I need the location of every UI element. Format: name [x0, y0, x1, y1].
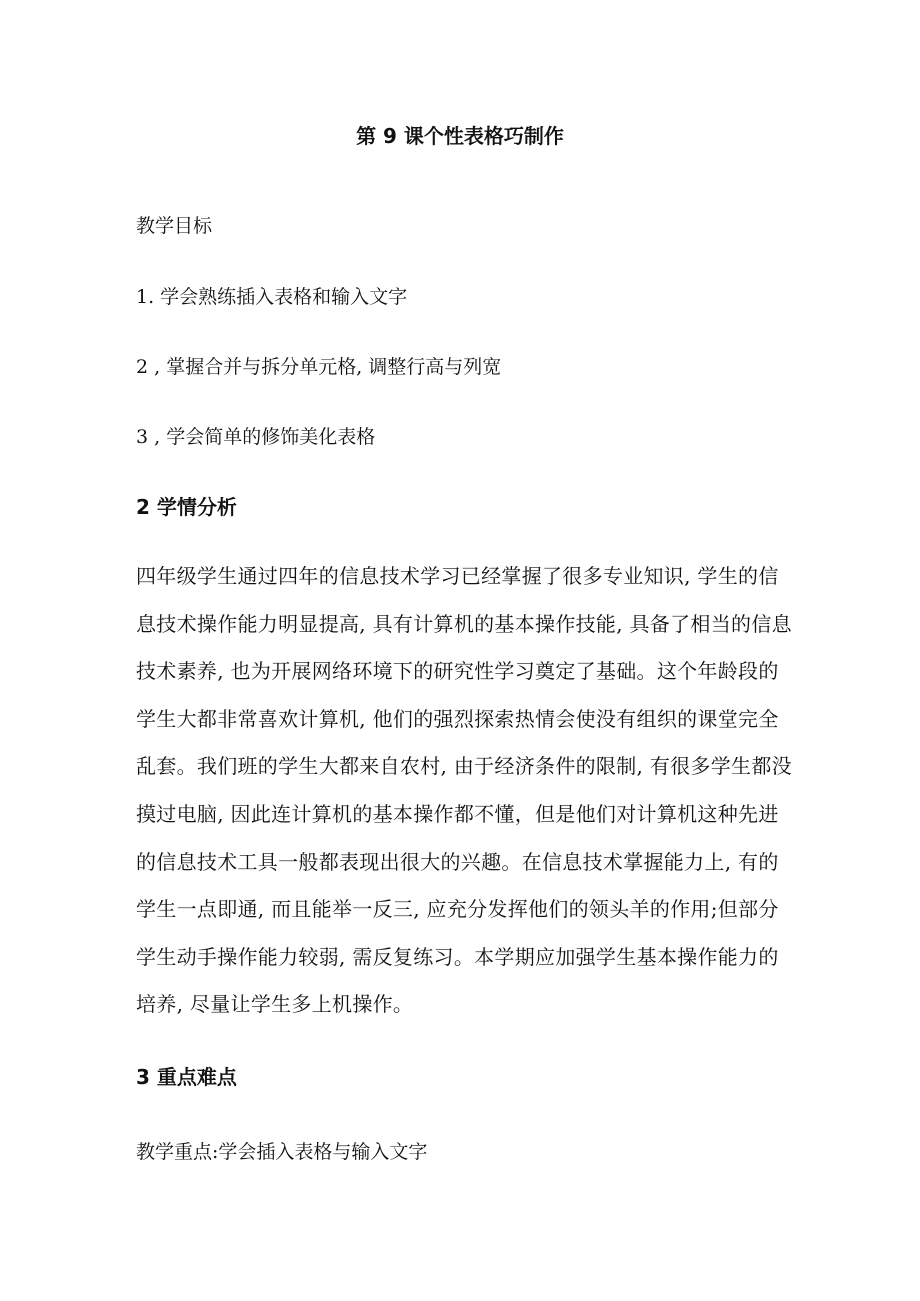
document-title: 第 9 课个性表格巧制作	[356, 124, 564, 148]
paragraph-line: 学生一点即通, 而且能举一反三, 应充分发挥他们的领头羊的作用;但部分	[136, 897, 779, 922]
paragraph-line: 息技术操作能力明显提高, 具有计算机的基本操作技能, 具备了相当的信息	[136, 611, 792, 636]
paragraph-line: 乱套。我们班的学生大都来自农村, 由于经济条件的限制, 有很多学生都没	[136, 754, 792, 779]
paragraph-line: 的信息技术工具一般都表现出很大的兴趣。在信息技术掌握能力上, 有的	[136, 849, 779, 874]
keypoints-heading: 3 重点难点	[136, 1065, 237, 1089]
keypoint-line: 教学重点:学会插入表格与输入文字	[136, 1141, 428, 1163]
paragraph-line: 培养, 尽量让学生多上机操作。	[136, 992, 414, 1017]
paragraph-line: 摸过电脑, 因此连计算机的基本操作都不懂，但是他们对计算机这种先进	[136, 801, 779, 826]
paragraph-line: 四年级学生通过四年的信息技术学习已经掌握了很多专业知识, 学生的信	[136, 564, 779, 588]
objective-item-3: 3 , 学会简单的修饰美化表格	[136, 426, 376, 448]
objective-item-1: 1. 学会熟练插入表格和输入文字	[136, 286, 408, 308]
analysis-heading: 2 学情分析	[136, 495, 237, 519]
paragraph-line: 技术素养, 也为开展网络环境下的研究性学习奠定了基础。这个年龄段的	[136, 659, 779, 684]
objective-item-2: 2 , 掌握合并与拆分单元格, 调整行高与列宽	[136, 356, 502, 378]
objectives-heading: 教学目标	[136, 215, 213, 237]
paragraph-line: 学生动手操作能力较弱, 需反复练习。本学期应加强学生基本操作能力的	[136, 944, 779, 969]
analysis-paragraph	[136, 553, 796, 1029]
paragraph-line: 学生大都非常喜欢计算机, 他们的强烈探索热情会使没有组织的课堂完全	[136, 706, 779, 731]
